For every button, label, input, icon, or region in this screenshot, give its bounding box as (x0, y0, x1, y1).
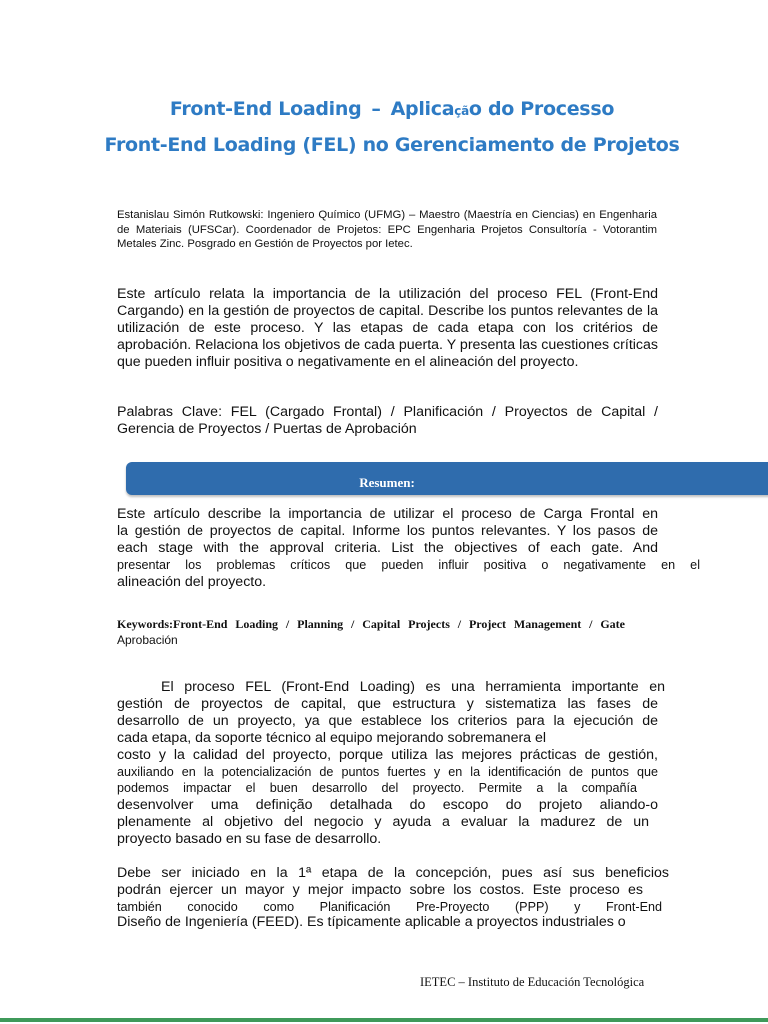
keywords-continuation: Aprobación (117, 633, 178, 647)
title-part: Front-End Loading (169, 98, 362, 120)
author-info: Estanislau Simón Rutkowski: Ingeniero Químico (UFMG) – Maestro (Maestría en Ciencias) en Engenharia de Materiais (UFSCar). Coordenador de Projetos: EPC Engenharia Projetos Consultoría - Votorantim Metales Zinc. Posgrado en Gestión de Proyectos por Ietec. (117, 209, 657, 250)
resumen-line: alineación del proyecto. (117, 574, 267, 590)
resumen-heading: Resumen: (359, 475, 415, 490)
title-part-small: çã (454, 104, 469, 118)
body-line: Diseño de Ingeniería (FEED). Es típicamente aplicable a proyectos industriales o (117, 914, 626, 930)
title-line-1 (0, 92, 768, 128)
abstract-spanish: Este artículo relata la importancia de la utilización del proceso FEL (Front-End Cargando) en la gestión de proyectos de capital. Describe los puntos relevantes de la utilización de este proceso. Y las etapas de cada etapa con los critérios de aprobación. Relaciona los objetivos de cada puerta. Y presenta las cuestiones críticas que pueden influir positiva o negativamente en el alineación del proyecto. (117, 286, 658, 370)
body-line: auxiliando en la potencialización de puntos fuertes y en la identificación de puntos que (117, 765, 658, 779)
footer-institute: IETEC – Instituto de Educación Tecnológica (420, 975, 645, 989)
body-line: plenamente al objetivo del negocio y ayuda a evaluar la madurez de un (117, 814, 649, 830)
title-part: o do Processo (468, 98, 615, 120)
body-line: gestión de proyectos de capital, que estructura y sistematiza las fases de (117, 696, 658, 712)
resumen-line: each stage with the approval criteria. List the objectives of each gate. And (117, 540, 658, 556)
document-title (0, 92, 768, 162)
body-line: Debe ser iniciado en la 1ª etapa de la concepción, pues así sus beneficios (117, 865, 669, 881)
body-line: podemos impactar el buen desarrollo del proyecto. Permite a la compañía (117, 781, 637, 795)
body-line: desarrollo de un proyecto, ya que establece los criterios para la ejecución de (117, 713, 658, 729)
resumen-line: Este artículo describe la importancia de utilizar el proceso de Carga Frontal en (117, 506, 658, 522)
title-dash: – (371, 98, 381, 120)
body-line: proyecto basado en su fase de desarrollo. (117, 831, 382, 847)
body-line: cada etapa, da soporte técnico al equipo mejorando sobremanera el (117, 730, 547, 746)
title-part: Aplica (390, 98, 455, 120)
body-line: El proceso FEL (Front-End Loading) es una herramienta importante en (161, 679, 665, 695)
palabras-clave: Palabras Clave: FEL (Cargado Frontal) / Planificación / Proyectos de Capital / Gerencia de Proyectos / Puertas de Aprobación (117, 404, 658, 437)
body-line: podrán ejercer un mayor y mejor impacto sobre los costos. Este proceso es (117, 882, 643, 898)
resumen-line: la gestión de proyectos de capital. Informe los puntos relevantes. Y los pasos de (117, 523, 658, 539)
resumen-line: presentar los problemas críticos que pueden influir positiva o negativamente en el (117, 558, 700, 572)
footer-rule (0, 1018, 768, 1022)
body-line: desenvolver uma definição detalhada do escopo do projeto aliando-o (117, 797, 658, 813)
body-line: costo y la calidad del proyecto, porque utiliza las mejores prácticas de gestión, (117, 747, 658, 763)
title-line-2: Front-End Loading (FEL) no Gerenciamento de Projetos (104, 134, 680, 156)
body-line: también conocido como Planificación Pre-Proyecto (PPP) y Front-End (117, 900, 662, 914)
resumen-banner (126, 462, 768, 495)
keywords-english: Keywords:Front-End Loading / Planning / Capital Projects / Project Management / Gate (117, 617, 625, 631)
